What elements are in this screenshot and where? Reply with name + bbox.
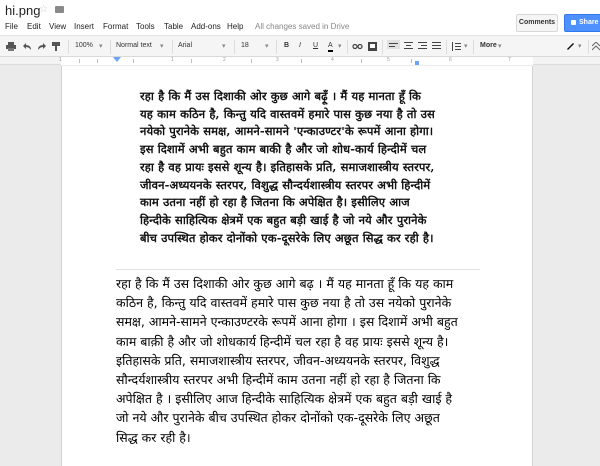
text-line[interactable]: काम बाक़ी है और जो शोधकार्य हिन्दीमें चल रहा है वह प्रायः इससे शून्य है। <box>116 333 449 349</box>
zoom-select[interactable]: 100% <box>75 42 93 49</box>
link-icon[interactable] <box>352 44 363 53</box>
ruler-number: 2 <box>223 57 226 63</box>
left-indent-marker[interactable] <box>113 57 121 62</box>
scanned-line: इस दिशामें अभी बहुत काम बाकी है और जो शोध-कार्य हिन्दीमें चल <box>140 142 427 157</box>
horizontal-rule <box>116 269 480 270</box>
chevron-down-icon[interactable]: ▾ <box>265 43 269 50</box>
divider <box>110 40 111 54</box>
ruler-page-area <box>61 57 533 65</box>
divider <box>172 40 173 54</box>
ruler[interactable] <box>0 57 600 65</box>
divider <box>473 40 474 54</box>
ruler-tick <box>191 59 192 63</box>
text-line[interactable]: रहा है कि मैं उस दिशाकी ओर कुछ आगे बढ़ । मैं यह मानता हूँ कि यह काम <box>116 276 454 291</box>
text-line[interactable]: कठिन है, किन्तु यदि वास्तवमें हमारे पास कुछ नया है तो उस नयेको पुरानेके <box>116 295 452 311</box>
scanned-line: बीच उपस्थित होकर दोनोंको एक-दूसरेके लिए अछूत सिद्ध कर रही है। <box>140 230 434 245</box>
menu-edit[interactable]: Edit <box>27 22 41 31</box>
divider <box>234 40 235 54</box>
bold-button[interactable]: B <box>284 42 290 49</box>
scanned-line: जीवन-अध्ययनके स्तरपर, विशुद्ध सौन्दर्यशास्त्रीय स्तरपर अभी हिन्दीमें <box>140 177 431 192</box>
share-button[interactable] <box>564 14 600 32</box>
menu-bar <box>0 19 600 35</box>
chevron-down-icon[interactable]: ▾ <box>160 43 164 50</box>
lock-icon <box>571 20 576 25</box>
scanned-text-image <box>140 88 476 247</box>
text-line[interactable]: अपेक्षित है । इसीलिए आज हिन्दीके साहित्यिक क्षेत्रमें एक बहुत बड़ी खाई है <box>116 391 453 407</box>
comment-icon[interactable] <box>368 42 377 51</box>
divider <box>588 40 589 54</box>
menu-help[interactable]: Help <box>227 22 244 31</box>
align-center-icon[interactable] <box>404 42 413 51</box>
scanned-line: हिन्दीके साहित्यिक क्षेत्रमें एक बहुत बड़ी खाई है जो नये और पुरानेके <box>140 212 427 227</box>
italic-button[interactable]: I <box>299 42 301 49</box>
text-color-button[interactable]: A <box>328 42 333 52</box>
menu-file[interactable]: File <box>5 22 18 31</box>
chevron-down-icon[interactable]: ▾ <box>498 43 502 50</box>
chevron-down-icon[interactable]: ▾ <box>99 43 103 50</box>
chevron-down-icon[interactable]: ▾ <box>578 43 582 50</box>
style-select[interactable]: Normal text <box>116 42 152 49</box>
align-justify-icon[interactable] <box>432 42 441 51</box>
ruler-number: 1 <box>59 57 62 63</box>
ruler-number: 4 <box>331 57 334 63</box>
toolbar <box>0 35 600 57</box>
menu-addons[interactable]: Add-ons <box>191 22 221 31</box>
divider <box>446 40 447 54</box>
ruler-number: 6 <box>449 57 452 63</box>
title-bar <box>0 0 600 19</box>
scanned-line: रहा है वह प्रायः इससे शून्य है। इतिहासके प्रति, समाजशास्त्रीय स्तरपर, <box>140 159 435 174</box>
ruler-number: 3 <box>276 57 279 63</box>
chevron-down-icon[interactable]: ▾ <box>338 43 342 50</box>
comments-button[interactable]: Comments <box>516 14 558 32</box>
more-button[interactable]: More <box>480 42 497 49</box>
pen-edit-mode-icon[interactable] <box>566 41 575 50</box>
text-line[interactable]: सौन्दर्यशास्त्रीय स्तरपर अभी हिन्दीमें काम उतना नहीं हो रहा है जितना कि <box>116 372 441 388</box>
paint-format-icon[interactable] <box>52 42 60 51</box>
text-line[interactable]: समक्ष, आमने-सामने एन्काउण्टरके रूपमें आना होगा । इस दिशामें अभी बहुत <box>116 314 458 330</box>
undo-icon[interactable] <box>22 42 32 51</box>
text-line[interactable]: इतिहासके प्रति, समाजशास्त्रीय स्तरपर, जीवन-अध्ययनके स्तरपर, विशुद्ध <box>116 352 440 368</box>
divider <box>382 40 383 54</box>
redo-icon[interactable] <box>37 42 47 51</box>
menu-insert[interactable]: Insert <box>74 22 95 31</box>
text-line[interactable]: जो नये और पुरानेके बीच उपस्थित होकर दोनोंको एक-दूसरेके लिए अछूत <box>116 410 440 426</box>
ruler-number: 5 <box>387 57 390 63</box>
line-spacing-icon[interactable] <box>452 42 461 51</box>
collapse-toolbar-icon[interactable] <box>592 42 600 51</box>
ruler-number: 1 <box>171 57 174 63</box>
ocr-text-body[interactable] <box>116 274 486 447</box>
right-indent-marker[interactable] <box>415 61 419 65</box>
divider <box>68 40 69 54</box>
scanned-line: नयेको पुरानेके समक्ष, आमने-सामने 'एन्काउण्टर'के रूपमें आना होगा। <box>140 124 434 139</box>
menu-table[interactable]: Table <box>164 22 184 31</box>
menu-format[interactable]: Format <box>103 22 129 31</box>
underline-button[interactable]: U <box>313 42 319 49</box>
ruler-tick <box>133 59 134 63</box>
chevron-down-icon[interactable]: ▾ <box>222 43 226 50</box>
ruler-tick <box>411 59 412 63</box>
ruler-tick <box>251 59 252 63</box>
font-select[interactable]: Arial <box>178 42 193 49</box>
scanned-line: रहा है कि मैं उस दिशाकी ओर कुछ आगे बढ़ूँ । मैं यह मानता हूँ कि <box>140 89 421 103</box>
ruler-tick <box>301 59 302 63</box>
document-page[interactable] <box>61 66 533 466</box>
scanned-line: यह काम कठिन है, किन्तु यदि वास्तवमें हमारे पास कुछ नया है तो उस <box>140 106 435 121</box>
align-right-icon[interactable] <box>418 42 427 51</box>
menu-view[interactable]: View <box>49 22 67 31</box>
star-icon[interactable]: ☆ <box>39 4 48 15</box>
text-line[interactable]: सिद्ध कर रही है। <box>116 429 191 445</box>
ruler-tick <box>79 59 80 63</box>
ruler-tick <box>361 59 362 63</box>
divider <box>276 40 277 54</box>
share-label: Share <box>579 19 599 26</box>
save-status[interactable]: All changes saved in Drive <box>255 22 350 31</box>
document-title[interactable]: hi.png <box>5 3 41 18</box>
ruler-number: 7 <box>508 57 511 63</box>
divider <box>347 40 348 54</box>
folder-icon[interactable] <box>55 6 64 13</box>
menu-tools[interactable]: Tools <box>136 22 155 31</box>
align-left-icon[interactable] <box>387 40 400 49</box>
scanned-line: काम उतना नहीं हो रहा है जितना कि अपेक्षित है। इसीलिए आज <box>140 195 410 210</box>
print-icon[interactable] <box>6 42 16 51</box>
ruler-tick <box>97 59 98 63</box>
font-size-select[interactable]: 18 <box>241 42 249 49</box>
chevron-down-icon[interactable]: ▾ <box>464 43 468 50</box>
